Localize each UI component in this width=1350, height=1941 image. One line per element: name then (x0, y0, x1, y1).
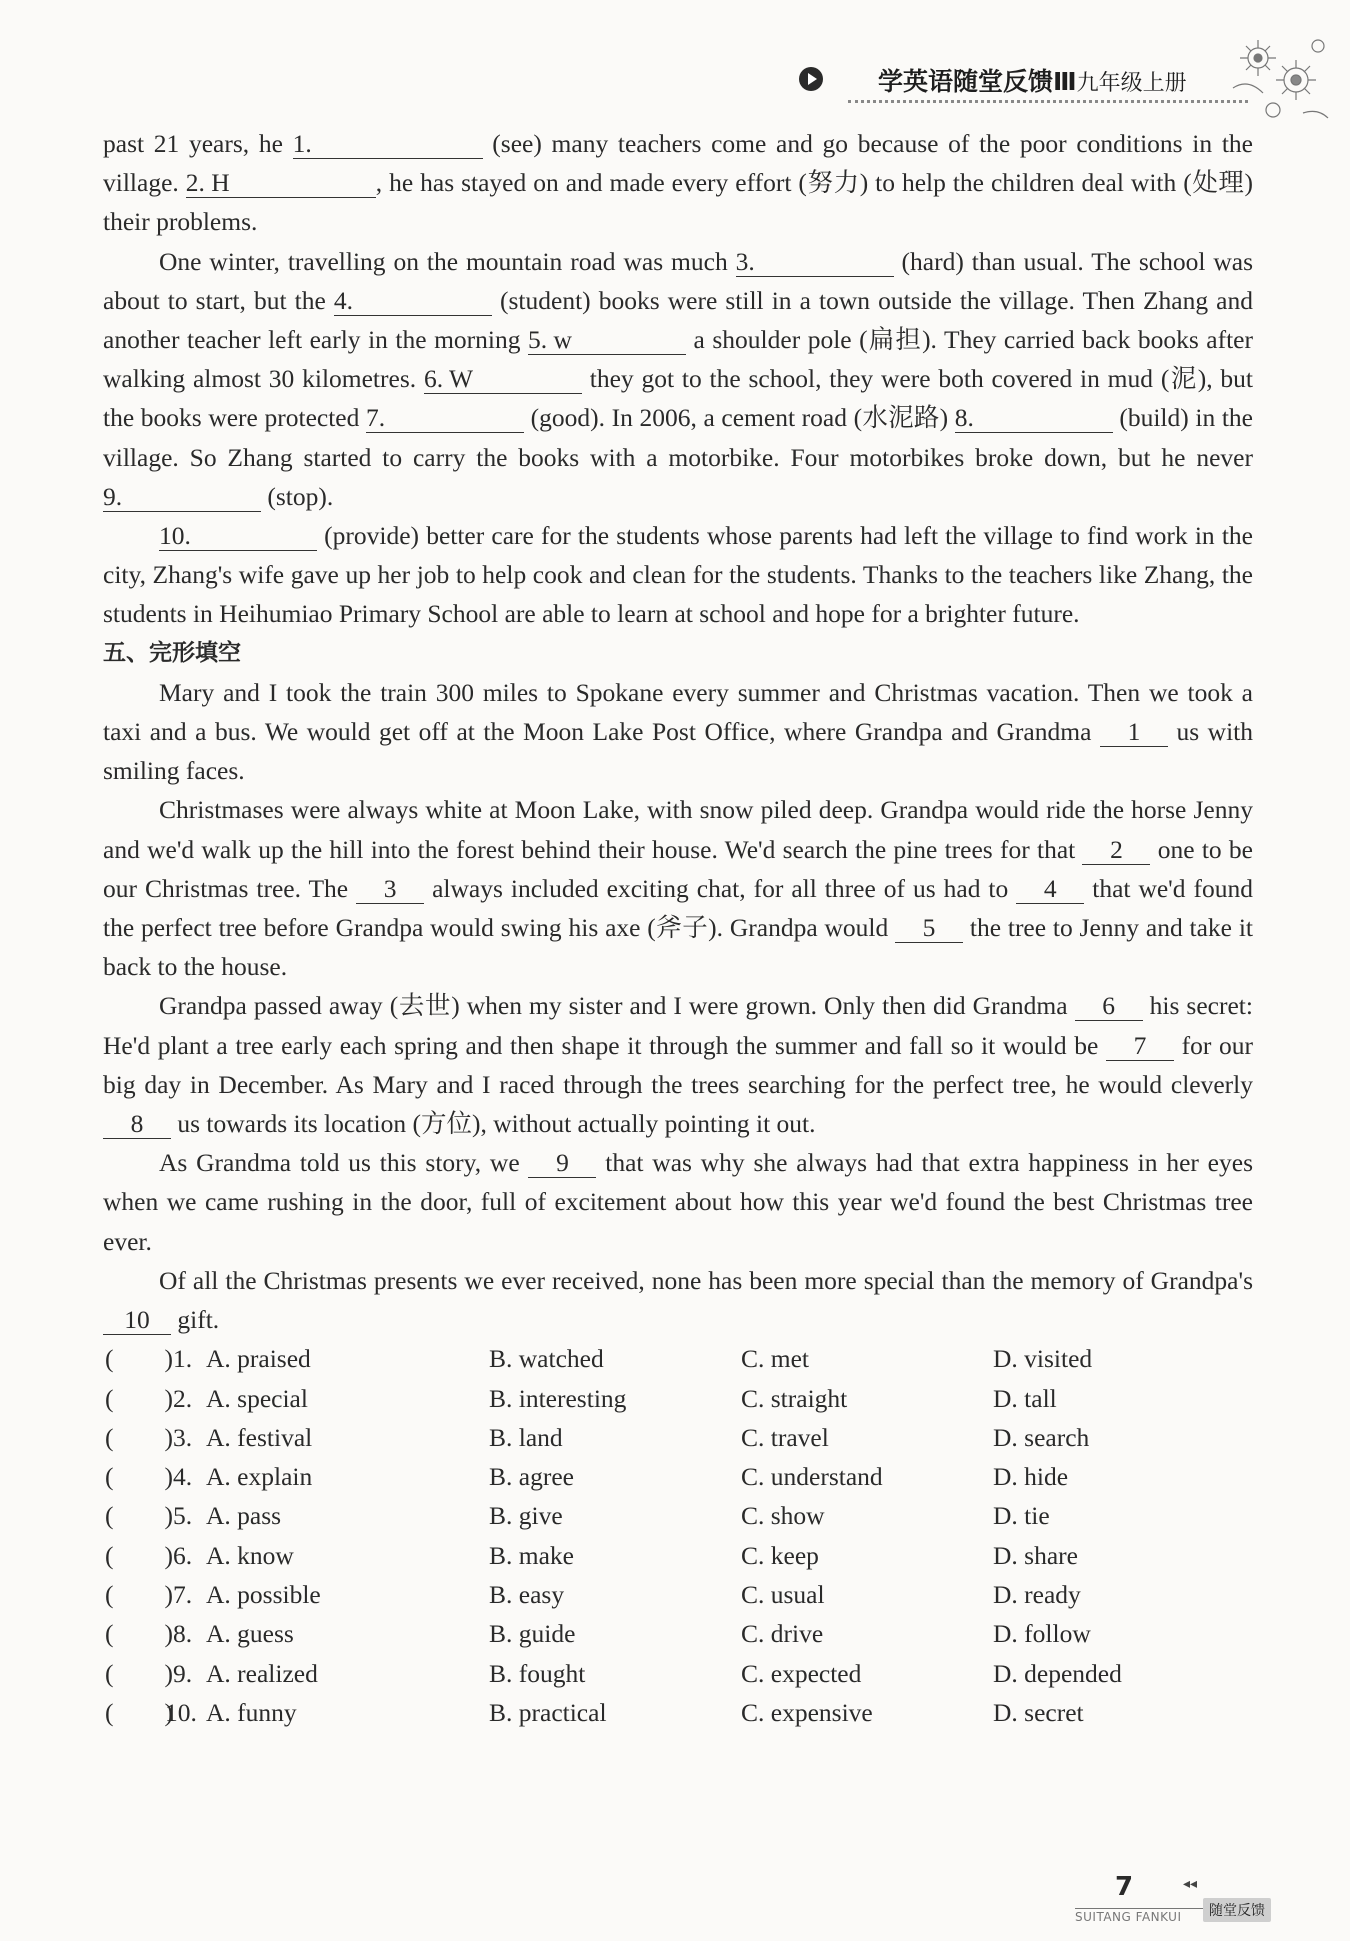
blank-7[interactable]: 7. (366, 404, 524, 433)
cloze-paragraph-2: Christmases were always white at Moon Lake, with snow piled deep. Grandpa would ride the horse Jenny and we'd walk up the hill into the forest behind their house. We'd search the pine trees for that 2 one to be our Christmas tree. The 3 always included exciting chat, for all three of us had to 4 that we'd found the perfect tree before Grandpa would swing his axe (斧子). Grandpa would 5 the tree to Jenny and take it back to the house. (103, 795, 1254, 982)
option-a[interactable]: A. possible (206, 1580, 321, 1610)
blank-4[interactable]: 4. (334, 287, 492, 316)
blank-2[interactable]: 2. H (186, 169, 376, 198)
arrow-left-icon: ◂◂ (1183, 1877, 1198, 1892)
cloze-blank-9[interactable]: 9 (528, 1149, 596, 1178)
answer-paren[interactable]: ( ) (105, 1697, 173, 1727)
answer-paren[interactable]: ( ) (105, 1540, 173, 1570)
option-c[interactable]: C. usual (741, 1580, 825, 1610)
passage-paragraph-2: One winter, travelling on the mountain road was much 3. (hard) than usual. The school was about to start, but the 4. (student) books were still in a town outside the village. Then Zhang and another teacher left early in the morning 5. w a shoulder pole (扁担). They carried back books after walking almost 30 kilometres. 6. W they got to the school, they were both covered in mud (泥), but the books were protected 7. (good). In 2006, a cement road (水泥路) 8. (build) in the village. So Zhang started to carry the books with a motorbike. Four motorbikes broke down, but he never 9. (stop). (103, 246, 1254, 511)
passage-paragraph-3: 10. (provide) better care for the students whose parents had left the village to find work in the city, Zhang's wife gave up her job to help cook and clean for the students. Thanks to the teachers like Zhang, the students in Heihumiao Primary School are able to learn at school and hope for a brighter future. (103, 521, 1253, 629)
option-c[interactable]: C. drive (741, 1619, 824, 1649)
question-number: 4. (173, 1462, 193, 1492)
play-icon (798, 66, 824, 92)
option-a[interactable]: A. praised (206, 1344, 311, 1374)
cloze-paragraph-1: Mary and I took the train 300 miles to Spokane every summer and Christmas vacation. Then we took a taxi and a bus. We would get off at the Moon Lake Post Office, where Grandpa and Grandma 1 us with smiling faces. (103, 677, 1254, 786)
question-number: 1. (173, 1344, 193, 1374)
cloze-paragraph-4: As Grandma told us this story, we 9 that was why she always had that extra happiness in her eyes when we came rushing in the door, full of excitement about how this year we'd found the best Christmas tree ever. (103, 1148, 1253, 1256)
question-number: 9. (173, 1658, 193, 1688)
option-c[interactable]: C. keep (741, 1540, 819, 1570)
option-b[interactable]: B. guide (489, 1619, 576, 1649)
option-d[interactable]: D. search (993, 1422, 1090, 1452)
option-a[interactable]: A. realized (206, 1658, 318, 1688)
option-b[interactable]: B. agree (489, 1462, 574, 1492)
option-row-9 (103, 1654, 1253, 1693)
question-number: 7. (173, 1580, 193, 1610)
cloze-blank-10[interactable]: 10 (103, 1306, 171, 1335)
blank-3[interactable]: 3. (736, 248, 894, 277)
page-number: 7 (1115, 1872, 1134, 1902)
book-title-main: 学英语随堂反馈Ⅲ (878, 67, 1077, 96)
cloze-blank-6[interactable]: 6 (1075, 992, 1143, 1021)
answer-paren[interactable]: ( ) (105, 1383, 173, 1413)
options-list (103, 1339, 1253, 1732)
page-content (103, 124, 1253, 1732)
cloze-paragraph-5: Of all the Christmas presents we ever received, none has been more special than the memory of Grandpa's 10 gift. (103, 1261, 1253, 1339)
option-c[interactable]: C. expected (741, 1658, 862, 1688)
question-number: 5. (173, 1501, 193, 1531)
option-d[interactable]: D. share (993, 1540, 1078, 1570)
option-row-1 (103, 1339, 1253, 1378)
option-row-8 (103, 1614, 1253, 1653)
option-b[interactable]: B. fought (489, 1658, 586, 1688)
answer-paren[interactable]: ( ) (105, 1462, 173, 1492)
answer-paren[interactable]: ( ) (105, 1619, 173, 1649)
cloze-blank-5[interactable]: 5 (895, 914, 963, 943)
option-row-4 (103, 1457, 1253, 1496)
option-a[interactable]: A. explain (206, 1462, 313, 1492)
option-b[interactable]: B. easy (489, 1580, 565, 1610)
option-a[interactable]: A. know (206, 1540, 294, 1570)
option-c[interactable]: C. understand (741, 1462, 883, 1492)
option-b[interactable]: B. watched (489, 1344, 604, 1374)
option-d[interactable]: D. hide (993, 1462, 1069, 1492)
option-row-10 (103, 1693, 1253, 1732)
blank-6[interactable]: 6. W (424, 365, 582, 394)
question-number: 6. (173, 1540, 193, 1570)
blank-1[interactable]: 1. (293, 130, 483, 159)
option-row-6 (103, 1536, 1253, 1575)
answer-paren[interactable]: ( ) (105, 1422, 173, 1452)
answer-paren[interactable]: ( ) (105, 1344, 173, 1374)
option-d[interactable]: D. visited (993, 1344, 1093, 1374)
answer-paren[interactable]: ( ) (105, 1658, 173, 1688)
option-c[interactable]: C. show (741, 1501, 825, 1531)
option-c[interactable]: C. travel (741, 1422, 829, 1452)
section-heading-cloze: 五、完形填空 (103, 639, 241, 666)
option-row-3 (103, 1418, 1253, 1457)
passage-paragraph-1: past 21 years, he 1. (see) many teachers come and go because of the poor conditions in the village. 2. H , he has stayed on and made every effort (努力) to help the children deal with (处理) their problems. (103, 129, 1254, 237)
option-d[interactable]: D. secret (993, 1697, 1084, 1727)
footer-divider (1075, 1908, 1205, 1909)
book-title-sub: 九年级上册 (1076, 71, 1187, 96)
option-a[interactable]: A. guess (206, 1619, 294, 1649)
option-a[interactable]: A. pass (206, 1501, 282, 1531)
question-number: 8. (173, 1619, 193, 1649)
cloze-paragraph-3: Grandpa passed away (去世) when my sister and I were grown. Only then did Grandma 6 his secret: He'd plant a tree early each spring and then shape it through the summer and fall so it would be 7 for our big day in December. As Mary and I raced through the trees searching for the perfect tree, he would cleverly 8 us towards its location (方位), without actually pointing it out. (103, 991, 1253, 1139)
answer-paren[interactable]: ( ) (105, 1580, 173, 1610)
cloze-blank-3[interactable]: 3 (356, 875, 424, 904)
option-a[interactable]: A. special (206, 1383, 308, 1413)
book-title (878, 62, 1187, 98)
option-b[interactable]: B. practical (489, 1697, 607, 1727)
cloze-blank-7[interactable]: 7 (1106, 1032, 1174, 1061)
cloze-blank-8[interactable]: 8 (103, 1110, 171, 1139)
option-row-5 (103, 1496, 1253, 1535)
footer-series-name: SUITANG FANKUI (1075, 1910, 1182, 1924)
page-header (0, 52, 1350, 112)
page-footer (0, 1860, 1350, 1930)
cloze-blank-4[interactable]: 4 (1016, 875, 1084, 904)
option-a[interactable]: A. funny (206, 1697, 297, 1727)
blank-5[interactable]: 5. w (528, 326, 686, 355)
option-row-7 (103, 1575, 1253, 1614)
blank-9[interactable]: 9. (103, 483, 261, 512)
option-b[interactable]: B. give (489, 1501, 563, 1531)
blank-10[interactable]: 10. (159, 522, 317, 551)
option-d[interactable]: D. tie (993, 1501, 1050, 1531)
option-b[interactable]: B. land (489, 1422, 563, 1452)
question-number: 2. (173, 1383, 193, 1413)
option-d[interactable]: D. follow (993, 1619, 1091, 1649)
answer-paren[interactable]: ( ) (105, 1501, 173, 1531)
option-a[interactable]: A. festival (206, 1422, 313, 1452)
header-divider (848, 100, 1248, 103)
option-d[interactable]: D. ready (993, 1580, 1081, 1610)
flower-decoration-icon (1218, 18, 1338, 138)
cloze-blank-1[interactable]: 1 (1100, 718, 1168, 747)
option-c[interactable]: C. expensive (741, 1697, 873, 1727)
blank-8[interactable]: 8. (955, 404, 1113, 433)
option-b[interactable]: B. interesting (489, 1383, 627, 1413)
option-c[interactable]: C. straight (741, 1383, 848, 1413)
question-number: 10. (165, 1697, 197, 1727)
cloze-blank-2[interactable]: 2 (1082, 836, 1150, 865)
footer-badge: 随堂反馈 (1203, 1898, 1271, 1922)
option-c[interactable]: C. met (741, 1344, 809, 1374)
option-d[interactable]: D. depended (993, 1658, 1122, 1688)
question-number: 3. (173, 1422, 193, 1452)
option-b[interactable]: B. make (489, 1540, 574, 1570)
option-d[interactable]: D. tall (993, 1383, 1057, 1413)
option-row-2 (103, 1379, 1253, 1418)
